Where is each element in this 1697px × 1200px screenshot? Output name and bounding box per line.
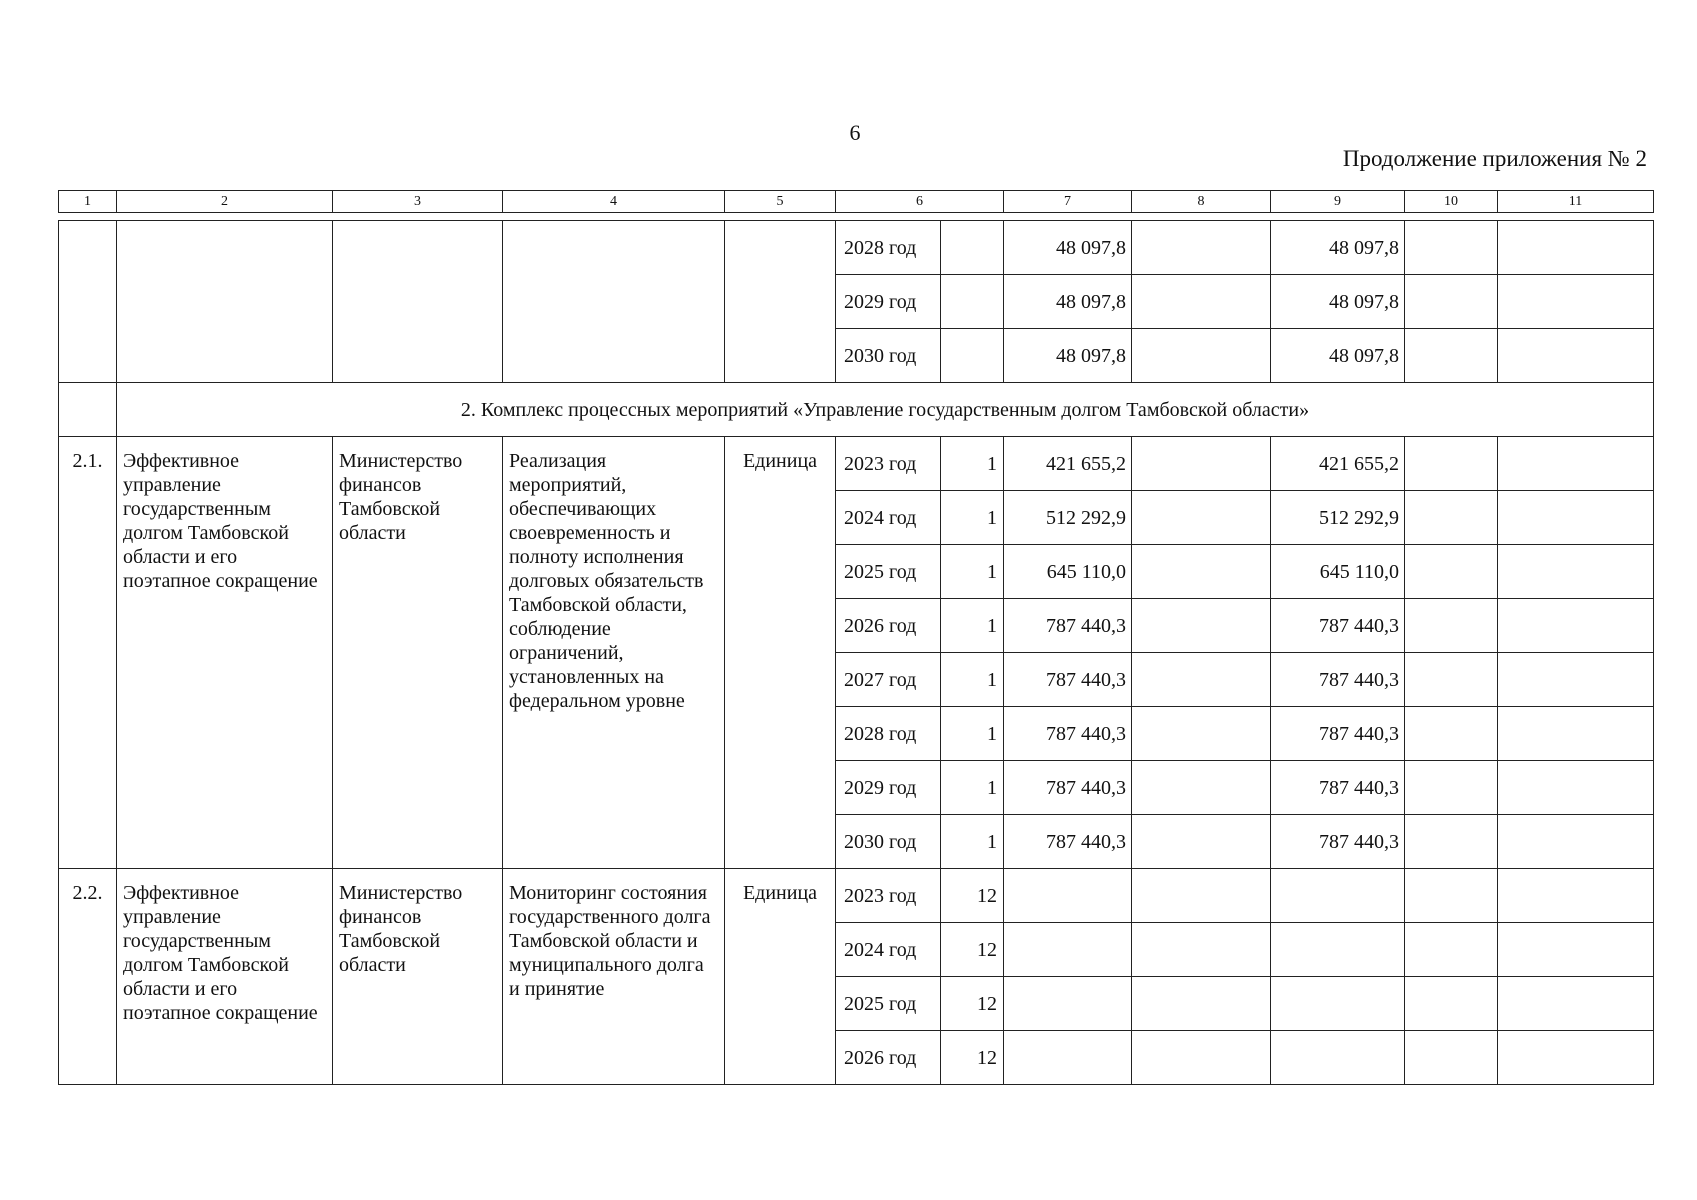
cell-count: 12 <box>941 869 1004 923</box>
cell-col7 <box>1004 977 1132 1031</box>
cell-description-empty <box>503 221 725 383</box>
cell-col10 <box>1405 923 1498 977</box>
column-number: 1 <box>59 191 117 213</box>
cell-col8 <box>1132 491 1271 545</box>
cell-col10 <box>1405 869 1498 923</box>
cell-year: 2023 год <box>836 437 941 491</box>
cell-name-empty <box>117 221 333 383</box>
item-executor: Министерство финансов Тамбовской области <box>333 437 503 869</box>
cell-col11 <box>1498 923 1654 977</box>
item-unit: Единица <box>725 437 836 869</box>
cell-col11 <box>1498 275 1654 329</box>
column-numbers-header <box>58 190 1654 213</box>
program-measures-table <box>58 220 1654 1085</box>
cell-col10 <box>1405 491 1498 545</box>
cell-col11 <box>1498 869 1654 923</box>
cell-count: 12 <box>941 923 1004 977</box>
cell-col9: 787 440,3 <box>1271 707 1405 761</box>
column-number: 5 <box>725 191 836 213</box>
cell-year: 2029 год <box>836 275 941 329</box>
cell-col8 <box>1132 221 1271 275</box>
cell-col11 <box>1498 491 1654 545</box>
item-unit: Единица <box>725 869 836 1085</box>
cell-year: 2027 год <box>836 653 941 707</box>
cell-col9: 645 110,0 <box>1271 545 1405 599</box>
column-number: 4 <box>503 191 725 213</box>
cell-year: 2025 год <box>836 545 941 599</box>
cell-num-empty <box>59 221 117 383</box>
cell-col11 <box>1498 761 1654 815</box>
cell-col8 <box>1132 815 1271 869</box>
cell-col7: 645 110,0 <box>1004 545 1132 599</box>
cell-count: 1 <box>941 707 1004 761</box>
cell-num-empty <box>59 383 117 437</box>
cell-col8 <box>1132 869 1271 923</box>
item-number: 2.1. <box>59 437 117 869</box>
column-number: 9 <box>1271 191 1405 213</box>
cell-col10 <box>1405 1031 1498 1085</box>
cell-year: 2028 год <box>836 707 941 761</box>
cell-col11 <box>1498 599 1654 653</box>
table-row <box>59 437 1654 491</box>
cell-col9: 787 440,3 <box>1271 653 1405 707</box>
cell-col8 <box>1132 761 1271 815</box>
cell-col8 <box>1132 437 1271 491</box>
item-name: Эффективное управление государственным долгом Тамбовской области и его поэтапное сокращение <box>117 437 333 869</box>
cell-count: 12 <box>941 1031 1004 1085</box>
column-number: 3 <box>333 191 503 213</box>
cell-count <box>941 221 1004 275</box>
cell-count: 1 <box>941 761 1004 815</box>
section-header-row <box>59 383 1654 437</box>
cell-col8 <box>1132 275 1271 329</box>
cell-col9: 48 097,8 <box>1271 329 1405 383</box>
cell-col7 <box>1004 869 1132 923</box>
cell-col11 <box>1498 329 1654 383</box>
cell-count: 1 <box>941 545 1004 599</box>
cell-col11 <box>1498 437 1654 491</box>
cell-col8 <box>1132 1031 1271 1085</box>
column-number: 7 <box>1004 191 1132 213</box>
cell-col7 <box>1004 923 1132 977</box>
cell-year: 2026 год <box>836 599 941 653</box>
cell-col11 <box>1498 653 1654 707</box>
cell-col11 <box>1498 221 1654 275</box>
cell-col9: 512 292,9 <box>1271 491 1405 545</box>
cell-year: 2026 год <box>836 1031 941 1085</box>
column-number: 6 <box>836 191 1004 213</box>
cell-count: 1 <box>941 491 1004 545</box>
cell-col9 <box>1271 869 1405 923</box>
cell-col9: 421 655,2 <box>1271 437 1405 491</box>
cell-col7 <box>1004 1031 1132 1085</box>
cell-year: 2030 год <box>836 329 941 383</box>
cell-col10 <box>1405 761 1498 815</box>
cell-col11 <box>1498 815 1654 869</box>
column-number: 10 <box>1405 191 1498 213</box>
cell-col7: 787 440,3 <box>1004 653 1132 707</box>
cell-count <box>941 329 1004 383</box>
cell-col7: 787 440,3 <box>1004 761 1132 815</box>
cell-col11 <box>1498 1031 1654 1085</box>
cell-count: 1 <box>941 437 1004 491</box>
cell-col10 <box>1405 977 1498 1031</box>
cell-executor-empty <box>333 221 503 383</box>
cell-col9 <box>1271 977 1405 1031</box>
cell-col9 <box>1271 1031 1405 1085</box>
table-row <box>59 221 1654 275</box>
cell-col10 <box>1405 437 1498 491</box>
cell-col10 <box>1405 275 1498 329</box>
cell-year: 2024 год <box>836 491 941 545</box>
cell-col7: 48 097,8 <box>1004 329 1132 383</box>
cell-col7: 787 440,3 <box>1004 815 1132 869</box>
cell-count: 1 <box>941 815 1004 869</box>
cell-col11 <box>1498 977 1654 1031</box>
cell-col8 <box>1132 599 1271 653</box>
item-executor: Министерство финансов Тамбовской области <box>333 869 503 1085</box>
cell-year: 2030 год <box>836 815 941 869</box>
cell-col10 <box>1405 599 1498 653</box>
cell-col7: 48 097,8 <box>1004 221 1132 275</box>
cell-col7: 787 440,3 <box>1004 707 1132 761</box>
column-numbers-row <box>59 191 1654 213</box>
item-description: Реализация мероприятий, обеспечивающих своевременность и полноту исполнения долговых обязательств Тамбовской области, соблюдение ограничений, установленных на федеральном уровне <box>503 437 725 869</box>
cell-col10 <box>1405 545 1498 599</box>
column-number: 11 <box>1498 191 1654 213</box>
cell-col11 <box>1498 707 1654 761</box>
cell-col7: 512 292,9 <box>1004 491 1132 545</box>
cell-year: 2028 год <box>836 221 941 275</box>
cell-col9: 787 440,3 <box>1271 815 1405 869</box>
column-number: 2 <box>117 191 333 213</box>
cell-col8 <box>1132 653 1271 707</box>
cell-col10 <box>1405 815 1498 869</box>
cell-year: 2029 год <box>836 761 941 815</box>
cell-col9 <box>1271 923 1405 977</box>
cell-col8 <box>1132 923 1271 977</box>
cell-unit-empty <box>725 221 836 383</box>
cell-col10 <box>1405 653 1498 707</box>
cell-col8 <box>1132 707 1271 761</box>
cell-count: 1 <box>941 653 1004 707</box>
page-number: 6 <box>849 120 861 145</box>
cell-col7: 421 655,2 <box>1004 437 1132 491</box>
cell-year: 2025 год <box>836 977 941 1031</box>
table-row <box>59 869 1654 923</box>
item-name: Эффективное управление государственным долгом Тамбовской области и его поэтапное сокращение <box>117 869 333 1085</box>
cell-col9: 48 097,8 <box>1271 221 1405 275</box>
appendix-continuation-note: Продолжение приложения № 2 <box>1342 146 1647 171</box>
cell-col11 <box>1498 545 1654 599</box>
cell-count: 1 <box>941 599 1004 653</box>
cell-col10 <box>1405 329 1498 383</box>
cell-col10 <box>1405 707 1498 761</box>
cell-count: 12 <box>941 977 1004 1031</box>
cell-col9: 48 097,8 <box>1271 275 1405 329</box>
cell-year: 2023 год <box>836 869 941 923</box>
cell-col9: 787 440,3 <box>1271 599 1405 653</box>
cell-col10 <box>1405 221 1498 275</box>
cell-col8 <box>1132 545 1271 599</box>
item-number: 2.2. <box>59 869 117 1085</box>
cell-year: 2024 год <box>836 923 941 977</box>
item-description: Мониторинг состояния государственного долга Тамбовской области и муниципального долга и принятие <box>503 869 725 1085</box>
cell-col9: 787 440,3 <box>1271 761 1405 815</box>
cell-count <box>941 275 1004 329</box>
cell-col8 <box>1132 977 1271 1031</box>
section-title: 2. Комплекс процессных мероприятий «Управление государственным долгом Тамбовской области» <box>117 383 1654 437</box>
cell-col7: 48 097,8 <box>1004 275 1132 329</box>
cell-col8 <box>1132 329 1271 383</box>
cell-col7: 787 440,3 <box>1004 599 1132 653</box>
column-number: 8 <box>1132 191 1271 213</box>
